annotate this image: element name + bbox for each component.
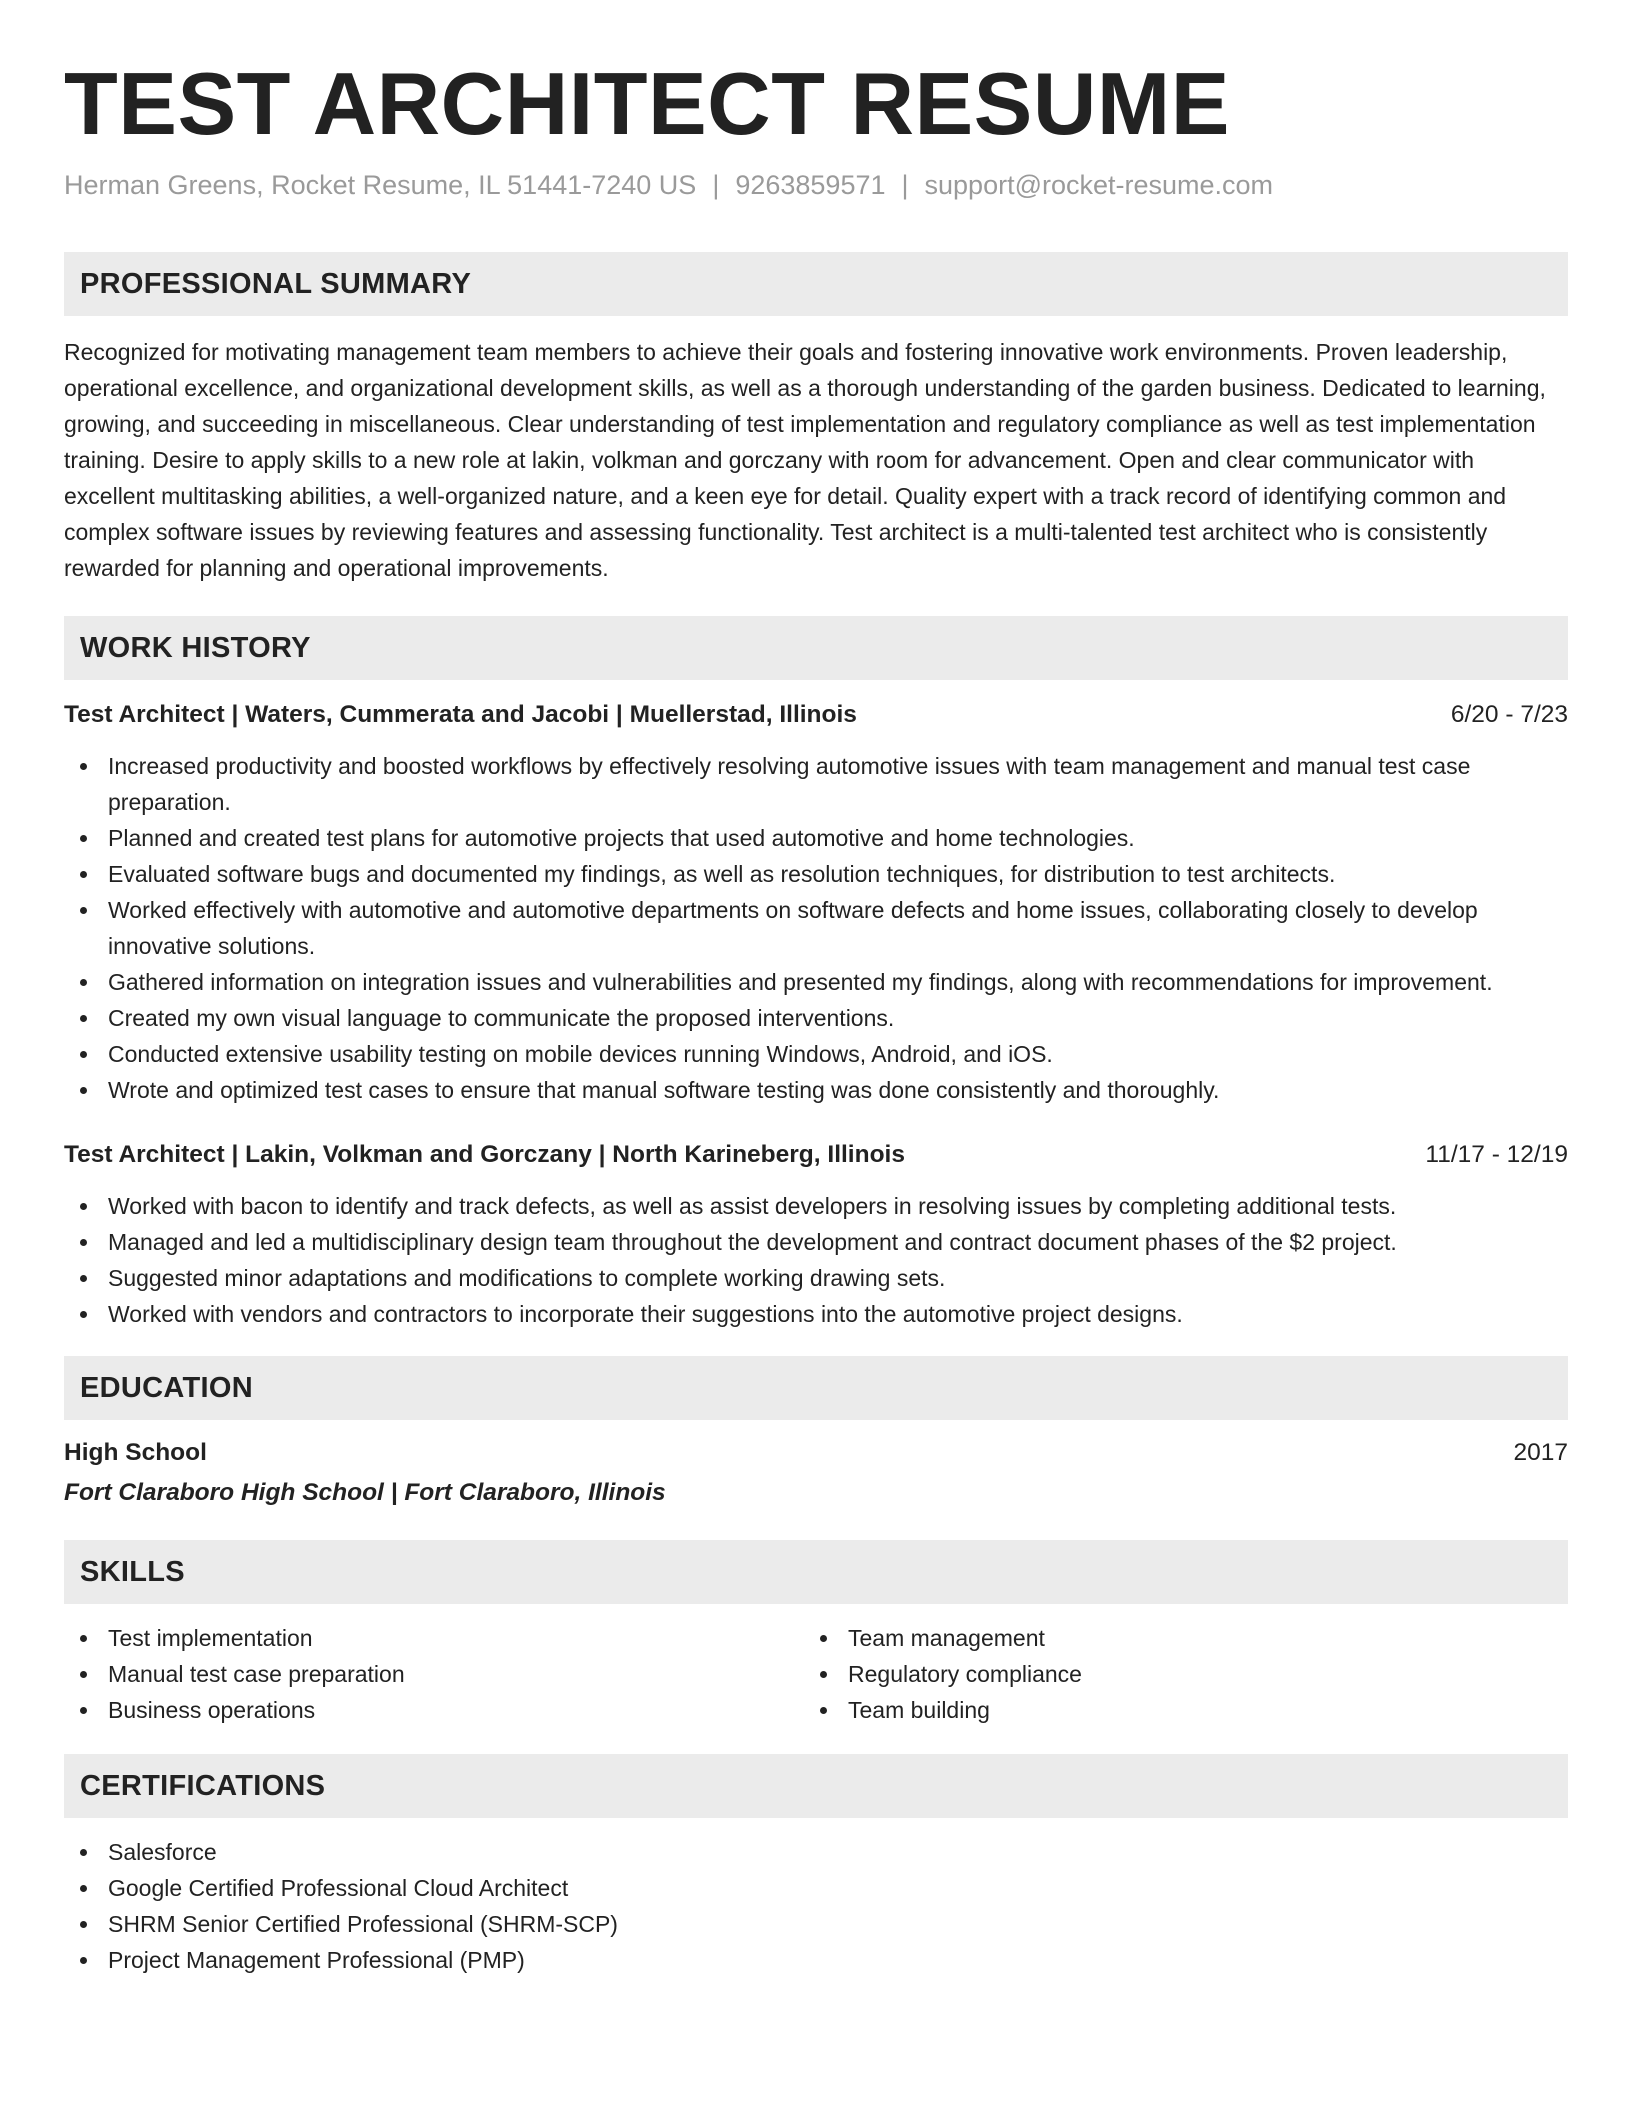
skill-item: Business operations <box>64 1692 804 1728</box>
job-bullet: Conducted extensive usability testing on mobile devices running Windows, Android, and iOS. <box>64 1036 1568 1072</box>
skill-item: Team management <box>804 1620 1544 1656</box>
section-heading-work-history: WORK HISTORY <box>64 616 1568 680</box>
job-dates: 11/17 - 12/19 <box>1425 1141 1568 1168</box>
job-bullet: Suggested minor adaptations and modifications to complete working drawing sets. <box>64 1260 1568 1296</box>
contact-email: support@rocket-resume.com <box>924 170 1274 200</box>
job-bullets <box>64 1188 1568 1332</box>
skills-list <box>64 1620 804 1728</box>
certification-item: Salesforce <box>64 1834 1568 1870</box>
section-heading-education: EDUCATION <box>64 1356 1568 1420</box>
education-header <box>64 1436 1568 1470</box>
job-bullet: Planned and created test plans for automotive projects that used automotive and home technologies. <box>64 820 1568 856</box>
job-header <box>64 1138 1568 1172</box>
resume-title: TEST ARCHITECT RESUME <box>64 54 1230 153</box>
job-bullets <box>64 748 1568 1108</box>
certification-item: Project Management Professional (PMP) <box>64 1942 1568 1978</box>
job-bullet: Gathered information on integration issues and vulnerabilities and presented my findings, along with recommendations for improvement. <box>64 964 1568 1000</box>
skills-column-left <box>64 1620 804 1728</box>
skills-column-right <box>804 1620 1544 1728</box>
certification-item: Google Certified Professional Cloud Architect <box>64 1870 1568 1906</box>
contact-separator: | <box>901 170 909 200</box>
contact-phone: 9263859571 <box>735 170 886 200</box>
job-title: Test Architect | Waters, Cummerata and Jacobi | Muellerstad, Illinois <box>64 701 857 728</box>
section-heading-certifications: CERTIFICATIONS <box>64 1754 1568 1818</box>
education-degree: High School <box>64 1439 207 1466</box>
certification-item: SHRM Senior Certified Professional (SHRM-SCP) <box>64 1906 1568 1942</box>
summary-text: Recognized for motivating management team members to achieve their goals and fostering innovative work environments. Proven leadership, operational excellence, and organizational development skills, as well as a thorough understanding of the garden business. Dedicated to learning, growing, and succeeding in miscellaneous. Clear understanding of test implementation and regulatory compliance as well as test implementation training. Desire to apply skills to a new role at lakin, volkman and gorczany with room for advancement. Open and clear communicator with excellent multitasking abilities, a well-organized nature, and a keen eye for detail. Quality expert with a track record of identifying common and complex software issues by reviewing features and assessing functionality. Test architect is a multi-talented test architect who is consistently rewarded for planning and operational improvements. <box>64 339 1546 581</box>
contact-address: Herman Greens, Rocket Resume, IL 51441-7240 US <box>64 170 697 200</box>
skill-item: Regulatory compliance <box>804 1656 1544 1692</box>
skill-item: Manual test case preparation <box>64 1656 804 1692</box>
job-bullet: Managed and led a multidisciplinary design team throughout the development and contract document phases of the $2 project. <box>64 1224 1568 1260</box>
job-bullet: Worked with bacon to identify and track defects, as well as assist developers in resolving issues by completing additional tests. <box>64 1188 1568 1224</box>
certifications-list <box>64 1834 1568 1978</box>
job-bullet: Increased productivity and boosted workflows by effectively resolving automotive issues with team management and manual test case preparation. <box>64 748 1568 820</box>
skills-list <box>804 1620 1544 1728</box>
section-heading-summary: PROFESSIONAL SUMMARY <box>64 252 1568 316</box>
job-bullet: Worked effectively with automotive and automotive departments on software defects and home issues, collaborating closely to develop innovative solutions. <box>64 892 1568 964</box>
education-year: 2017 <box>1513 1439 1568 1466</box>
job-header <box>64 698 1568 732</box>
job-bullet: Wrote and optimized test cases to ensure that manual software testing was done consistently and thoroughly. <box>64 1072 1568 1108</box>
education-school: Fort Claraboro High School | Fort Claraboro, Illinois <box>64 1479 666 1506</box>
section-heading-skills: SKILLS <box>64 1540 1568 1604</box>
skill-item: Team building <box>804 1692 1544 1728</box>
job-dates: 6/20 - 7/23 <box>1450 701 1568 728</box>
skill-item: Test implementation <box>64 1620 804 1656</box>
contact-separator: | <box>712 170 720 200</box>
skills-grid <box>64 1620 1568 1728</box>
contact-line <box>64 168 1568 202</box>
job-bullet: Created my own visual language to communicate the proposed interventions. <box>64 1000 1568 1036</box>
job-bullet: Worked with vendors and contractors to incorporate their suggestions into the automotive project designs. <box>64 1296 1568 1332</box>
job-bullet: Evaluated software bugs and documented my findings, as well as resolution techniques, for distribution to test architects. <box>64 856 1568 892</box>
job-title: Test Architect | Lakin, Volkman and Gorczany | North Karineberg, Illinois <box>64 1141 905 1168</box>
